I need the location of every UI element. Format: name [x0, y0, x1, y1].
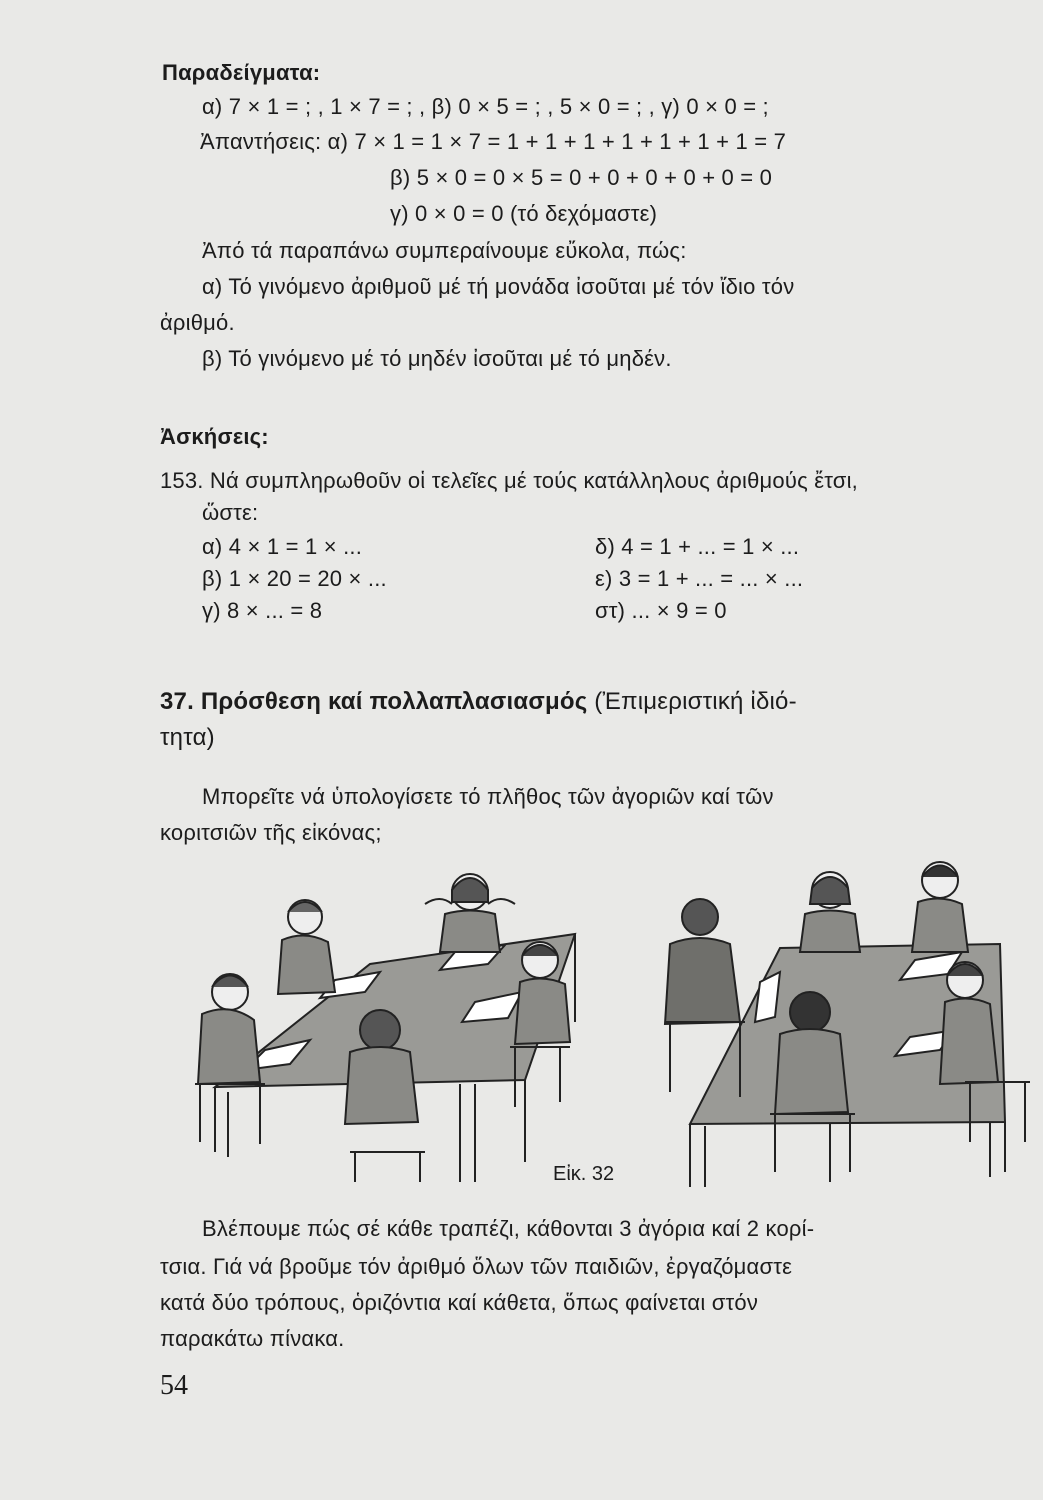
- section-37-title: [160, 686, 797, 718]
- rule-a-line-2: ἀριθμό.: [160, 310, 235, 335]
- body-line-4: παρακάτω πίνακα.: [160, 1326, 345, 1351]
- exercises-heading: Ἀσκήσεις:: [160, 424, 269, 449]
- child-right-1: [665, 899, 740, 1024]
- child-left-2: [278, 900, 335, 994]
- section-37-subtitle-1: (Ἐπιμεριστική ἰδιό-: [594, 688, 797, 715]
- question-line-1: Μπορεῖτε νά ὑπολογίσετε τό πλῆθος τῶν ἀγοριῶν καί τῶν: [202, 784, 774, 809]
- section-37-number-title: 37. Πρόσθεση καί πολλαπλασιασμός: [160, 688, 588, 715]
- exercise-153-line-2: ὥστε:: [202, 500, 259, 525]
- answers-line-b: β) 5 × 0 = 0 × 5 = 0 + 0 + 0 + 0 + 0 = 0: [390, 165, 773, 190]
- exercise-153-line-1: 153. Νά συμπληρωθοῦν οἱ τελεῖες μέ τούς κατάλληλους ἀριθμούς ἔτσι,: [160, 468, 858, 493]
- child-right-3: [912, 862, 968, 952]
- chair: [350, 1152, 425, 1182]
- body-line-3: κατά δύο τρόπους, ὁριζόντια καί κάθετα, ὅπως φαίνεται στόν: [160, 1290, 759, 1315]
- chair: [195, 1084, 265, 1144]
- examples-heading: Παραδείγματα:: [162, 60, 321, 85]
- child-left-1: [198, 974, 260, 1084]
- paper: [755, 972, 780, 1022]
- section-37-subtitle-2: τητα): [160, 724, 215, 751]
- exercise-item-b: β) 1 × 20 = 20 × ...: [202, 566, 387, 591]
- child-left-3: [425, 874, 515, 952]
- exercise-item-a: α) 4 × 1 = 1 × ...: [202, 534, 363, 559]
- answers-line-a: Ἀπαντήσεις: α) 7 × 1 = 1 × 7 = 1 + 1 + 1 + 1 + 1 + 1 + 1 = 7: [200, 129, 787, 154]
- exercise-item-c: γ) 8 × ... = 8: [202, 598, 323, 623]
- figure-caption: Εἰκ. 32: [553, 1163, 615, 1185]
- examples-problem-line: α) 7 × 1 = ; , 1 × 7 = ; , β) 0 × 5 = ; , 5 × 0 = ; , γ) 0 × 0 = ;: [202, 94, 769, 119]
- rule-a-line-1: α) Τό γινόμενο ἀριθμοῦ μέ τή μονάδα ἰσοῦται μέ τόν ἴδιο τόν: [202, 274, 795, 299]
- body-line-1: Βλέπουμε πώς σέ κάθε τραπέζι, κάθονται 3 ἀγόρια καί 2 κορί-: [202, 1216, 815, 1241]
- body-line-2: τσια. Γιά νά βροῦμε τόν ἀριθμό ὅλων τῶν παιδιῶν, ἐργαζόμαστε: [160, 1254, 793, 1279]
- page-number: 54: [160, 1370, 188, 1401]
- classroom-illustration: [170, 852, 1040, 1192]
- exercise-item-d: δ) 4 = 1 + ... = 1 × ...: [595, 534, 800, 559]
- rule-b-line: β) Τό γινόμενο μέ τό μηδέν ἰσοῦται μέ τό μηδέν.: [202, 346, 672, 371]
- question-line-2: κοριτσιῶν τῆς εἰκόνας;: [160, 820, 382, 845]
- answers-line-c: γ) 0 × 0 = 0 (τό δεχόμαστε): [390, 201, 658, 226]
- exercise-item-e: ε) 3 = 1 + ... = ... × ...: [595, 566, 804, 591]
- conclusion-line: Ἀπό τά παραπάνω συμπεραίνουμε εὔκολα, πώς:: [202, 238, 687, 263]
- child-right-2: [800, 872, 860, 952]
- exercise-item-f: στ) ... × 9 = 0: [595, 598, 727, 623]
